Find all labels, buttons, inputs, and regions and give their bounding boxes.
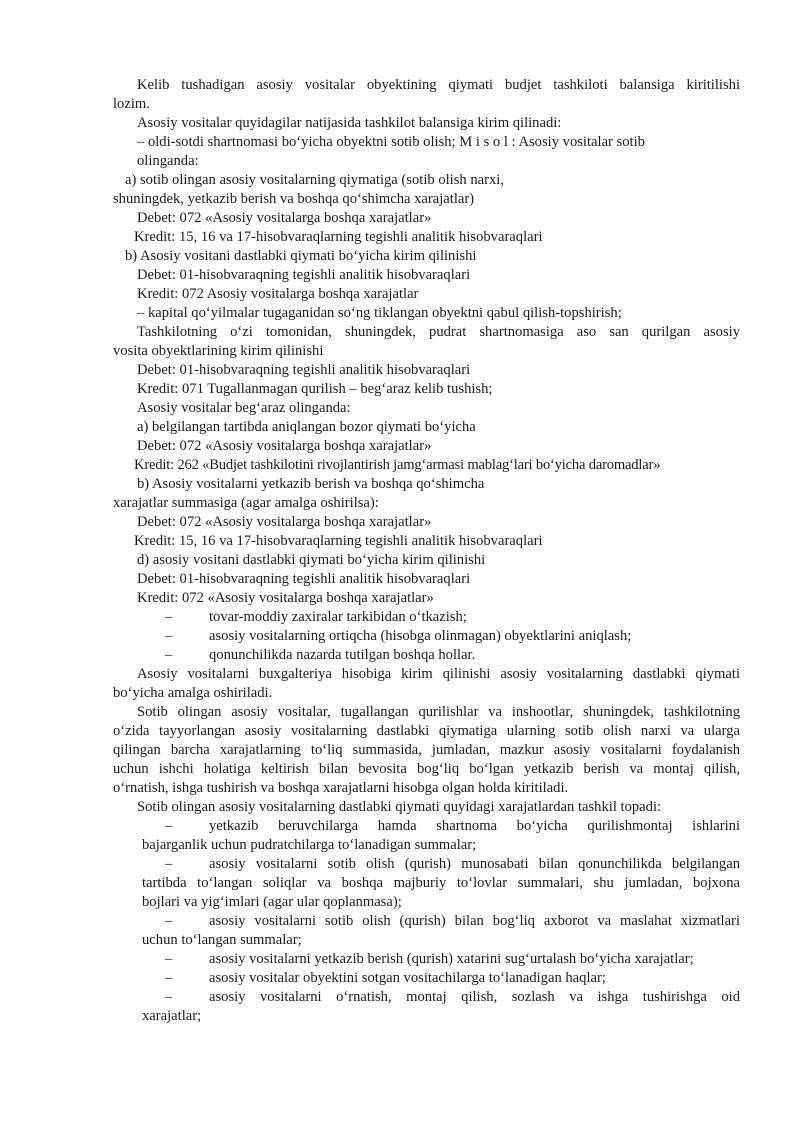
text-line: Kredit: 071 Tugallanmagan qurilish – beg‘araz kelib tushish; [137, 381, 493, 397]
text-line: Kredit: 072 «Asosiy vositalarga boshqa xarajatlar» [137, 590, 434, 606]
text-line: Debet: 072 «Asosiy vositalarga boshqa xarajatlar» [137, 210, 432, 226]
list-item: asosiy vositalarning ortiqcha (hisobga olinmagan) obyektlarini aniqlash; [209, 628, 632, 644]
list-dash: – [165, 628, 173, 644]
text-line: Kredit: 262 «Budjet tashkilotini rivojlantirish jamg‘armasi mablag‘lari bo‘yicha daromadlar» [134, 457, 661, 473]
text-line: Kelib tushadigan asosiy vositalar obyektining qiymati budjet tashkiloti balansiga kiritilishi [137, 77, 740, 93]
text-line: qilingan barcha xarajatlarning to‘liq summasida, jumladan, mazkur asosiy vositalarni foydalanish [113, 742, 740, 758]
list-dash: – [165, 609, 173, 625]
text-line: d) asosiy vositani dastlabki qiymati bo‘yicha kirim qilinishi [137, 552, 486, 568]
text-line: – oldi-sotdi shartnomasi bo‘yicha obyektni sotib olish; M i s o l : Asosiy vositalar sotib [137, 134, 645, 150]
text-line: Asosiy vositalar quyidagilar natijasida tashkilot balansiga kirim qilinadi: [137, 115, 562, 131]
text-line: Tashkilotning o‘zi tomonidan, shuningdek, pudrat shartnomasiga aso san qurilgan asosiy [137, 324, 740, 340]
text-line: Debet: 072 «Asosiy vositalarga boshqa xarajatlar» [137, 438, 432, 454]
text-line: bo‘yicha amalga oshiriladi. [113, 685, 273, 701]
text-line: vosita obyektlarining kirim qilinishi [113, 343, 324, 359]
list-item: asosiy vositalarni sotib olish (qurish) munosabati bilan qonunchilikda belgilangan [209, 856, 740, 872]
text-line: Debet: 01-hisobvaraqning tegishli analitik hisobvaraqlari [137, 571, 471, 587]
list-item: yetkazib beruvchilarga hamda shartnoma bo‘yicha qurilishmontaj ishlarini [209, 818, 740, 834]
text-line: Kredit: 15, 16 va 17-hisobvaraqlarning tegishli analitik hisobvaraqlari [134, 229, 543, 245]
list-item-continuation: bojlari va yig‘imlari (agar ular qoplanmasa); [142, 894, 402, 910]
list-item: asosiy vositalarni sotib olish (qurish) bilan bog‘liq axborot va maslahat xizmatlari [209, 913, 740, 929]
text-line: b) Asosiy vositani dastlabki qiymati bo‘yicha kirim qilinishi [125, 248, 477, 264]
text-line: Sotib olingan asosiy vositalar, tugallangan qurilishlar va inshootlar, shuningdek, tashkilotning [137, 704, 740, 720]
list-dash: – [165, 970, 173, 986]
list-dash: – [165, 989, 173, 1005]
list-dash: – [165, 951, 173, 967]
text-line: Kredit: 072 Asosiy vositalarga boshqa xarajatlar [137, 286, 419, 302]
list-item: qonunchilikda nazarda tutilgan boshqa hollar. [209, 647, 476, 663]
text-line: Debet: 01-hisobvaraqning tegishli analitik hisobvaraqlari [137, 267, 471, 283]
list-dash: – [165, 913, 173, 929]
list-item: asosiy vositalar obyektini sotgan vositachilarga to‘lanadigan haqlar; [209, 970, 606, 986]
text-line: o‘zida tayyorlangan asosiy vositalarning dastlabki qiymatiga ularning sotib olish narxi va ularga [113, 723, 740, 739]
list-item: tovar-moddiy zaxiralar tarkibidan o‘tkazish; [209, 609, 467, 625]
list-item-continuation: xarajatlar; [142, 1008, 202, 1024]
list-dash: – [165, 818, 173, 834]
text-line: uchun ishchi holatiga keltirish bilan bevosita bog‘liq bo‘lgan yetkazib berish va montaj qilish, [113, 761, 740, 777]
text-line: Debet: 01-hisobvaraqning tegishli analitik hisobvaraqlari [137, 362, 471, 378]
text-line: Sotib olingan asosiy vositalarning dastlabki qiymati quyidagi xarajatlardan tashkil topadi: [137, 799, 662, 815]
list-item-continuation: bajarganlik uchun pudratchilarga to‘lanadigan summalar; [142, 837, 477, 853]
text-line: Debet: 072 «Asosiy vositalarga boshqa xarajatlar» [137, 514, 432, 530]
list-item: asosiy vositalarni yetkazib berish (qurish) xatarini sug‘urtalash bo‘yicha xarajatlar; [209, 951, 694, 967]
list-item-continuation: uchun to‘langan summalar; [142, 932, 302, 948]
text-line: o‘rnatish, ishga tushirish va boshqa xarajatlarni hisobga olgan holda kiritiladi. [113, 780, 569, 796]
list-item-continuation: tartibda to‘langan soliqlar va boshqa majburiy to‘lovlar summalari, shu jumladan, bojxona [142, 875, 740, 891]
list-dash: – [165, 647, 173, 663]
text-line: Asosiy vositalar beg‘araz olinganda: [137, 400, 351, 416]
list-dash: – [165, 856, 173, 872]
text-line: a) sotib olingan asosiy vositalarning qiymatiga (sotib olish narxi, [125, 172, 504, 188]
text-line: b) Asosiy vositalarni yetkazib berish va boshqa qo‘shimcha [137, 476, 485, 492]
text-line: olinganda: [137, 153, 199, 169]
list-item: asosiy vositalarni o‘rnatish, montaj qilish, sozlash va ishga tushirishga oid [209, 989, 740, 1005]
text-line: Asosiy vositalarni buxgalteriya hisobiga kirim qilinishi asosiy vositalarning dastlabki qiymati [137, 666, 740, 682]
text-line: a) belgilangan tartibda aniqlangan bozor qiymati bo‘yicha [137, 419, 476, 435]
text-line: shuningdek, yetkazib berish va boshqa qo‘shimcha xarajatlar) [113, 191, 475, 207]
text-line: lozim. [113, 96, 150, 112]
text-line: – kapital qo‘yilmalar tugaganidan so‘ng tiklangan obyektni qabul qilish-topshirish; [137, 305, 622, 321]
text-line: xarajatlar summasiga (agar amalga oshirilsa): [113, 495, 379, 511]
text-line: Kredit: 15, 16 va 17-hisobvaraqlarning tegishli analitik hisobvaraqlari [134, 533, 543, 549]
